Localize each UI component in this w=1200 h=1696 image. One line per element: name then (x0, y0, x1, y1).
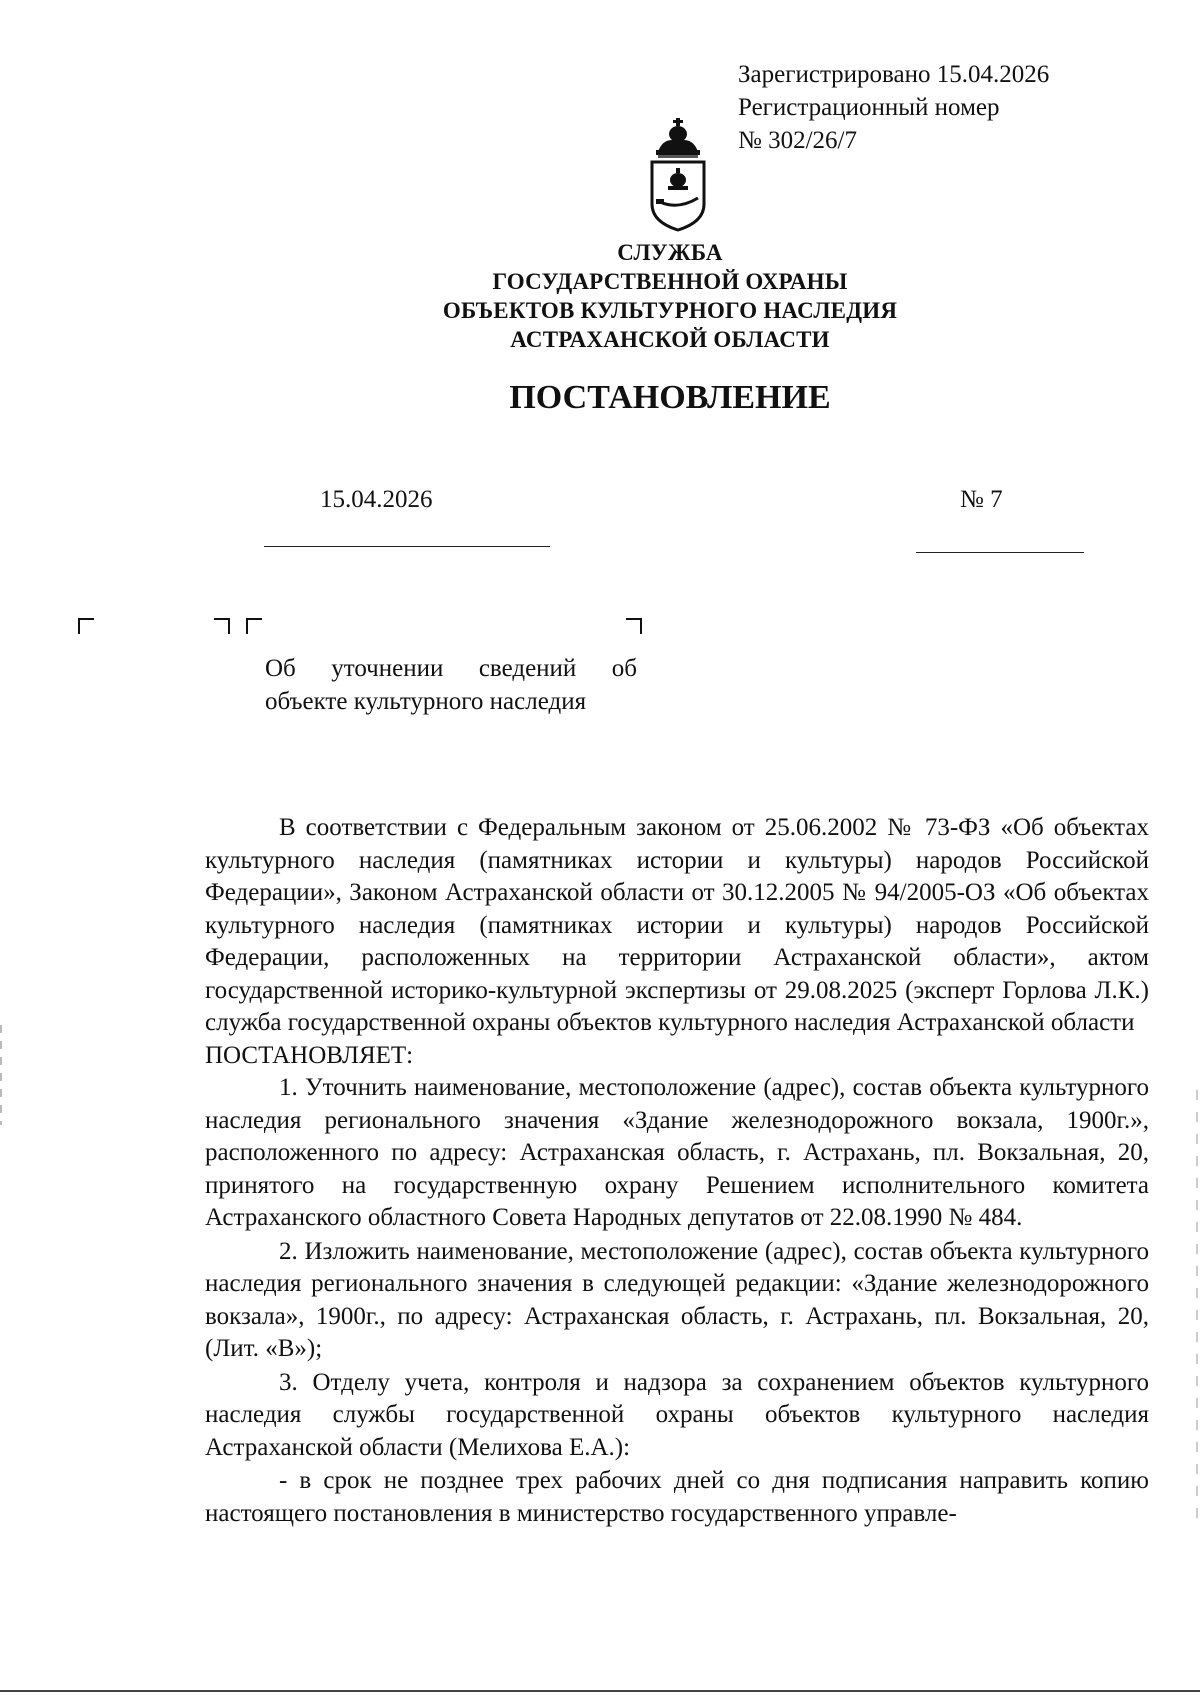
agency-line-3: ОБЪЕКТОВ КУЛЬТУРНОГО НАСЛЕДИЯ (442, 298, 898, 323)
document-subject (265, 652, 637, 718)
date-underline (264, 546, 550, 547)
resolution-item-2: 2. Изложить наименование, местоположение (адрес), состав объекта культурного наследия регионального значения в следующей редакции: «Здание железнодорожного вокзала», 1900г., по адресу: Астраханская область, г. Астрахань, пл. Вокзальная, 20, (Лит. «В»); (205, 1237, 1149, 1362)
scan-edge-marks-left (0, 1025, 2, 1125)
corner-mark-left-close (214, 618, 230, 634)
coat-of-arms-icon (642, 116, 714, 234)
preamble-paragraph: В соответствии с Федеральным законом от 25.06.2002 № 73-ФЗ «Об объектах культурного наследия (памятниках истории и культуры) народов Российской Федерации», Законом Астраханской области от 30.12.2005 № 94/2005-ОЗ «Об объектах культурного наследия (памятниках истории и культуры) народов Российской Федерации, расположенных на территории Астраханской области», актом государственной историко-культурной экспертизы от 29.08.2025 (эксперт Горлова Л.К.) служба государственной охраны объектов культурного наследия Астраханской области (205, 814, 1149, 1036)
document-date: 15.04.2026 (320, 486, 433, 513)
agency-line-4: АСТРАХАНСКОЙ ОБЛАСТИ (510, 327, 830, 352)
corner-mark-left-open (78, 618, 94, 634)
subject-line-2: объекте культурного наследия (265, 688, 587, 715)
resolves-heading: ПОСТАНОВЛЯЕТ: (205, 1041, 414, 1069)
resolution-item-3: 3. Отделу учета, контроля и надзора за сохранением объектов культурного наследия службы государственной охраны объектов культурного наследия Астраханской области (Мелихова Е.А.): (205, 1368, 1149, 1461)
subject-line-1: Об уточнении сведений об (265, 655, 637, 682)
document-number: № 7 (960, 486, 1003, 513)
registration-stamp (738, 58, 1049, 157)
page-bottom-edge (0, 1690, 1200, 1692)
scan-edge-marks-right (1196, 1090, 1198, 1530)
registration-number: № 302/26/7 (738, 127, 857, 154)
number-underline (916, 552, 1084, 553)
resolution-item-3-sub-1: - в срок не позднее трех рабочих дней со дня подписания направить копию настоящего постановления в министерство государственного управле- (205, 1467, 1149, 1527)
agency-name (300, 238, 1040, 354)
document-type: ПОСТАНОВЛЕНИЕ (509, 379, 831, 416)
resolution-item-1: 1. Уточнить наименование, местоположение (адрес), состав объекта культурного наследия регионального значения «Здание железнодорожного вокзала, 1900г.», расположенного по адресу: Астраханская область, г. Астрахань, пл. Вокзальная, 20, принятого на государственную охрану Решением исполнительного комитета Астраханского областного Совета Народных депутатов от 22.08.1990 № 484. (205, 1074, 1149, 1231)
document-body (205, 812, 1149, 1530)
registration-label: Регистрационный номер (738, 94, 1000, 121)
agency-line-1: СЛУЖБА (617, 240, 723, 265)
corner-mark-subject-open (246, 618, 262, 634)
corner-mark-subject-close (626, 618, 642, 634)
agency-line-2: ГОСУДАРСТВЕННОЙ ОХРАНЫ (492, 269, 848, 294)
registration-date: Зарегистрировано 15.04.2026 (738, 61, 1050, 88)
